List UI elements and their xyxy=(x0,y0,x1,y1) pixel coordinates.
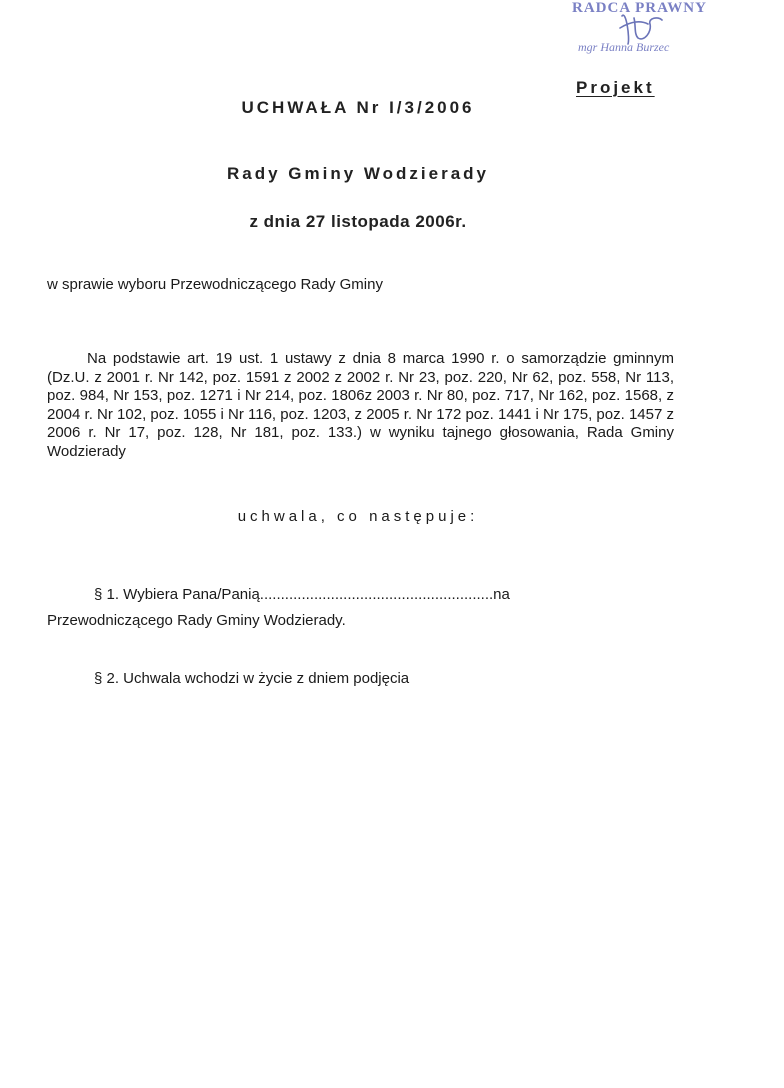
resolution-subject: w sprawie wyboru Przewodniczącego Rady Gminy xyxy=(47,276,383,293)
paragraph-2: § 2. Uchwala wchodzi w życie z dniem podjęcia xyxy=(94,670,410,687)
project-label: Projekt xyxy=(576,78,655,97)
paragraph-1: § 1. Wybiera Pana/Panią........................................................na xyxy=(94,586,510,603)
council-name: Rady Gminy Wodzierady xyxy=(226,164,489,183)
stamp-title: RADCA PRAWNY xyxy=(572,0,707,16)
paragraph-1-continuation: Przewodniczącego Rady Gminy Wodzierady. xyxy=(47,612,346,629)
legal-advisor-stamp xyxy=(560,0,780,64)
resolution-date: z dnia 27 listopada 2006r. xyxy=(249,212,467,231)
resolution-number: UCHWAŁA Nr I/3/2006 xyxy=(241,98,475,117)
resolves-heading: uchwala, co następuje: xyxy=(237,508,479,525)
legal-basis-paragraph: Na podstawie art. 19 ust. 1 ustawy z dnia 8 marca 1990 r. o samorządzie gminnym (Dz.U. z 2001 r. Nr 142, poz. 1591 z 2002 z 2002 r. Nr 23, poz. 220, Nr 62, poz. 558, Nr 113, poz. 984, Nr 153, poz. 1271 i Nr 214, poz. 1806z 2003 r. Nr 80, poz. 717, Nr 162, poz. 1568, z 2004 r. Nr 102, poz. 1055 i Nr 116, poz. 1203, z 2005 r. Nr 172 poz. 1441 i Nr 175, poz. 1457 z 2006 r. Nr 17, poz. 128, Nr 181, poz. 133.) w wyniku tajnego głosowania, Rada Gminy Wodzierady xyxy=(47,350,674,460)
stamp-name: mgr Hanna Burzec xyxy=(578,40,670,54)
